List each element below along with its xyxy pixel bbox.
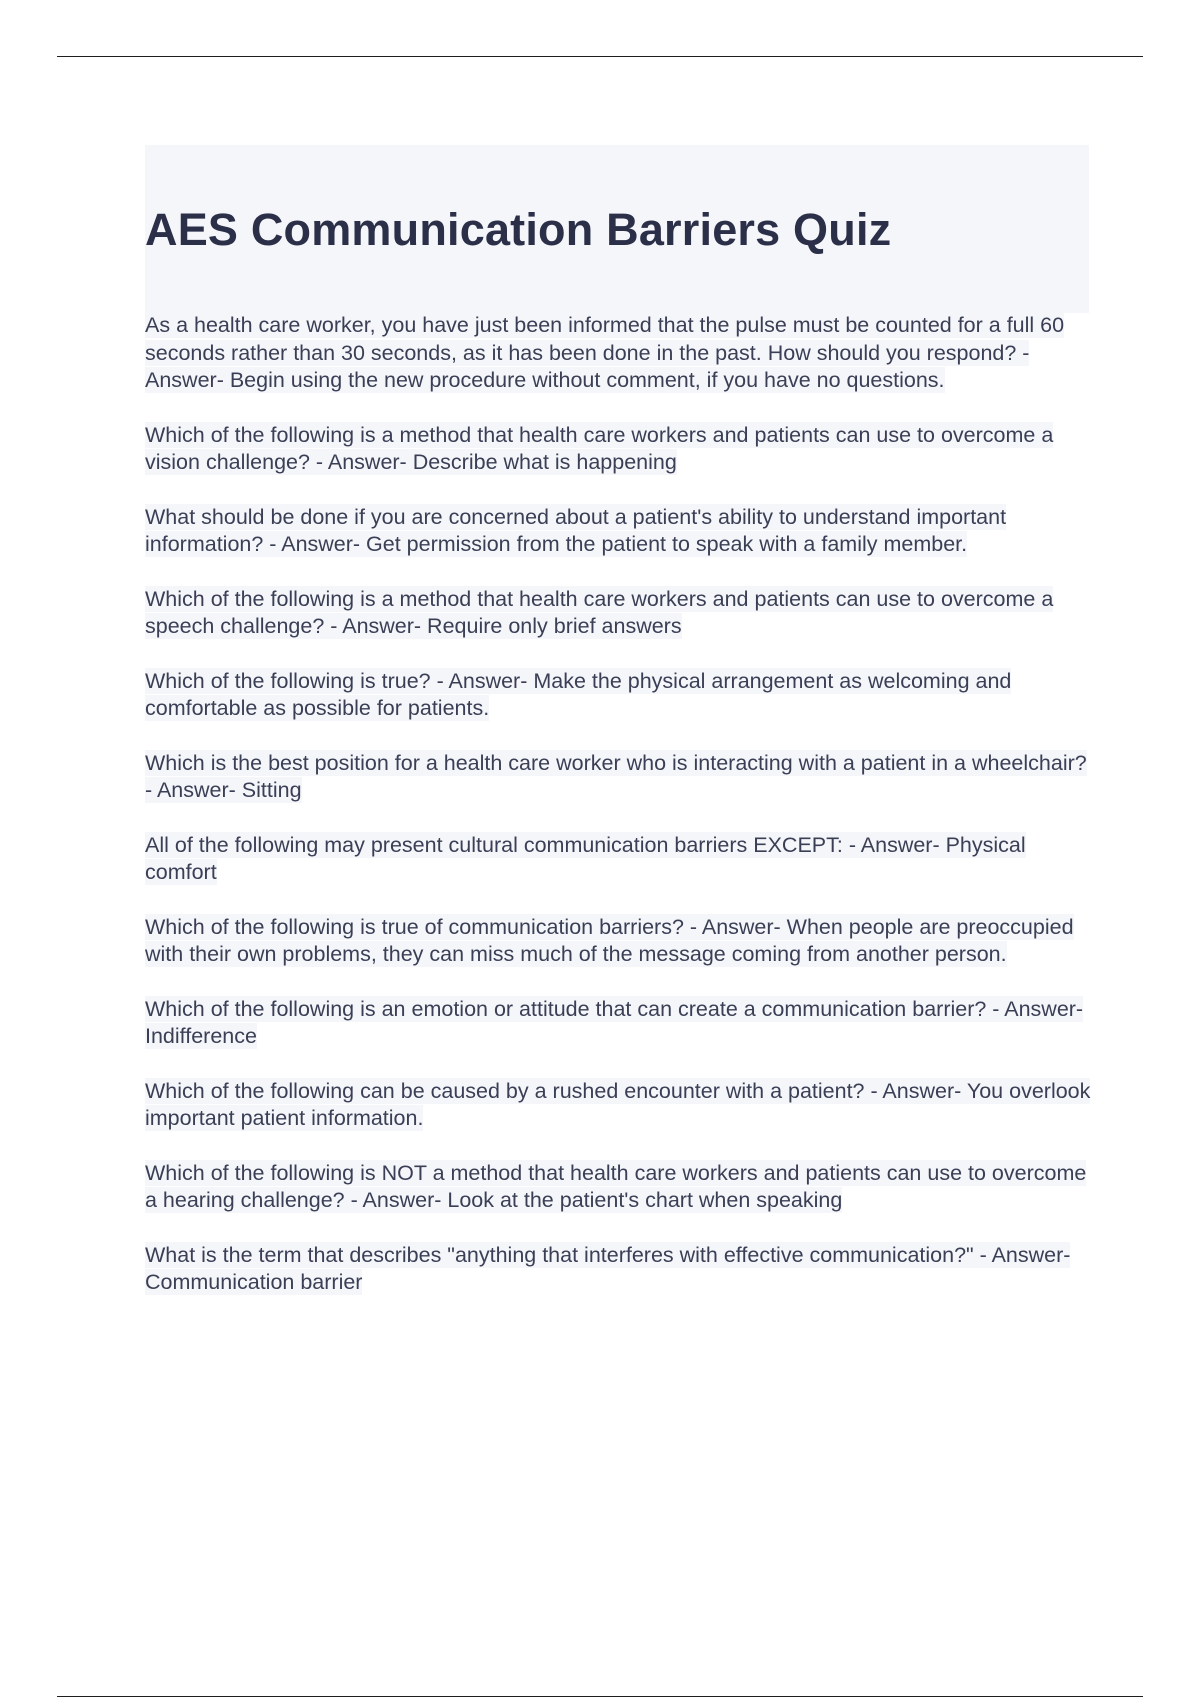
qa-text: Which of the following is true of communication barriers? - Answer- When people are preoccupied with their own problems, they can miss much of the message coming from another person.: [145, 914, 1074, 966]
qa-item: [145, 312, 1095, 395]
qa-text: What should be done if you are concerned about a patient's ability to understand important information? - Answer- Get permission from the patient to speak with a family member.: [145, 504, 1007, 556]
qa-item: [145, 1242, 1095, 1297]
qa-text: Which of the following is a method that health care workers and patients can use to overcome a speech challenge? - Answer- Require only brief answers: [145, 586, 1054, 638]
header-divider: [57, 56, 1143, 57]
footer-divider: [57, 1696, 1143, 1697]
qa-text: Which of the following is true? - Answer- Make the physical arrangement as welcoming and comfortable as possible for patients.: [145, 668, 1012, 720]
qa-item: [145, 504, 1095, 559]
qa-text: All of the following may present cultural communication barriers EXCEPT: - Answer- Physical comfort: [145, 832, 1026, 884]
qa-text: Which of the following is NOT a method that health care workers and patients can use to overcome a hearing challenge? - Answer- Look at the patient's chart when speaking: [145, 1160, 1087, 1212]
qa-text: What is the term that describes "anything that interferes with effective communication?" - Answer- Communication barrier: [145, 1242, 1071, 1294]
qa-item: [145, 586, 1095, 641]
qa-item: [145, 668, 1095, 723]
qa-text: As a health care worker, you have just been informed that the pulse must be counted for a full 60 seconds rather than 30 seconds, as it has been done in the past. How should you respond? - Answer- Begin using the new procedure without comment, if you have no questions.: [145, 313, 1065, 392]
qa-text: Which is the best position for a health care worker who is interacting with a patient in a wheelchair? - Answer- Sitting: [145, 750, 1087, 802]
qa-item: [145, 1160, 1095, 1215]
qa-text: Which of the following is an emotion or attitude that can create a communication barrier? - Answer- Indifference: [145, 996, 1084, 1048]
qa-item: [145, 914, 1095, 969]
qa-item: [145, 750, 1095, 805]
qa-item: [145, 832, 1095, 887]
qa-item: [145, 1078, 1095, 1133]
qa-text: Which of the following is a method that health care workers and patients can use to overcome a vision challenge? - Answer- Describe what is happening: [145, 422, 1054, 474]
qa-item: [145, 422, 1095, 477]
qa-item: [145, 996, 1095, 1051]
qa-text: Which of the following can be caused by a rushed encounter with a patient? - Answer- You overlook important patient information.: [145, 1078, 1091, 1130]
qa-list: [145, 312, 1095, 1324]
document-title: AES Communication Barriers Quiz: [145, 204, 892, 255]
